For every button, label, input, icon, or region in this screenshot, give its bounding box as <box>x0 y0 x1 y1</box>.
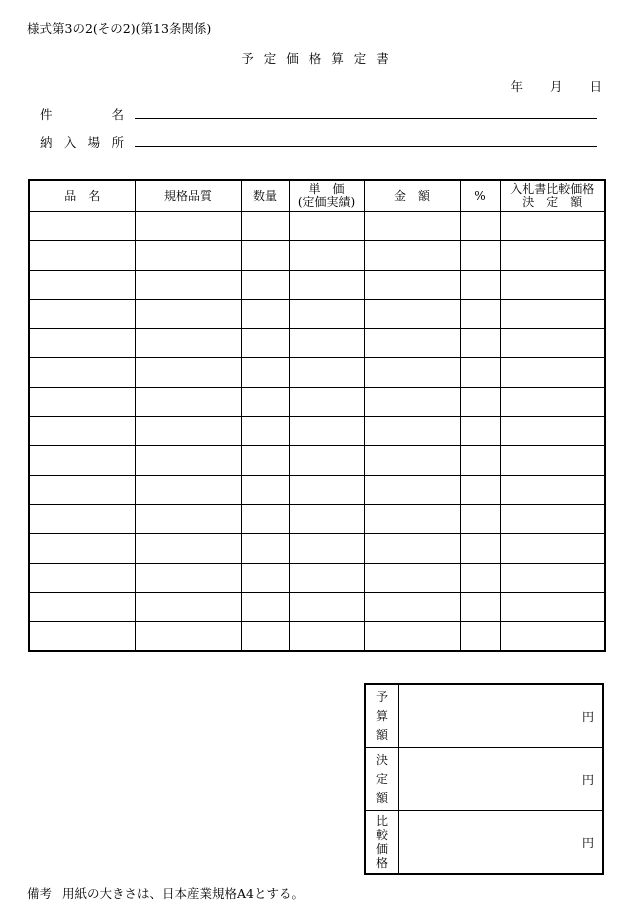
title-char: 格 <box>308 51 322 66</box>
cell-bid-compare[interactable] <box>500 534 605 563</box>
table-row <box>29 387 605 416</box>
cell-amount[interactable] <box>364 270 460 299</box>
decided-amount-label: 決 定 額 <box>522 195 583 209</box>
cell-qty[interactable] <box>241 329 289 358</box>
table-row <box>29 622 605 652</box>
label-char: 決 <box>375 752 388 767</box>
cell-amount[interactable] <box>364 446 460 475</box>
label-char: 額 <box>375 790 388 805</box>
label-char: 納 <box>40 135 53 150</box>
cell-spec[interactable] <box>135 417 241 446</box>
cell-percent[interactable] <box>460 534 500 563</box>
table-row <box>29 446 605 475</box>
cell-bid-compare[interactable] <box>500 446 605 475</box>
items-body <box>29 212 605 652</box>
table-row <box>29 534 605 563</box>
table-row <box>29 563 605 592</box>
title-char: 書 <box>376 51 389 66</box>
cell-qty[interactable] <box>241 241 289 270</box>
cell-name[interactable] <box>29 358 135 387</box>
date-line <box>510 77 602 95</box>
cell-bid-compare[interactable] <box>500 563 605 592</box>
cell-name[interactable] <box>29 299 135 328</box>
date-day-label: 日 <box>589 79 602 94</box>
cell-amount[interactable] <box>364 563 460 592</box>
compare-price-label <box>365 811 399 875</box>
cell-unit-price[interactable] <box>289 329 364 358</box>
cell-percent[interactable] <box>460 358 500 387</box>
col-header-qty: 数量 <box>241 180 289 212</box>
cell-spec[interactable] <box>135 329 241 358</box>
cell-unit-price[interactable] <box>289 241 364 270</box>
remarks <box>27 884 304 902</box>
cell-percent[interactable] <box>460 241 500 270</box>
col-header-bid-compare <box>500 180 605 212</box>
col-header-unit-price <box>289 180 364 212</box>
cell-name[interactable] <box>29 241 135 270</box>
cell-unit-price[interactable] <box>289 622 364 652</box>
cell-spec[interactable] <box>135 504 241 533</box>
label-char: 名 <box>111 107 124 122</box>
cell-spec[interactable] <box>135 212 241 241</box>
title-char: 予 <box>241 51 254 66</box>
item-name-label <box>40 105 124 123</box>
cell-name[interactable] <box>29 329 135 358</box>
decided-amount-cell[interactable] <box>399 748 604 811</box>
cell-unit-price[interactable] <box>289 504 364 533</box>
col-header-name: 品 名 <box>29 180 135 212</box>
label-char: 較 <box>375 828 388 842</box>
delivery-place-label <box>40 133 124 151</box>
cell-qty[interactable] <box>241 417 289 446</box>
cell-unit-price[interactable] <box>289 212 364 241</box>
label-char: 算 <box>375 708 388 723</box>
cell-percent[interactable] <box>460 417 500 446</box>
cell-unit-price[interactable] <box>289 534 364 563</box>
budget-amount-cell[interactable] <box>399 684 604 748</box>
cell-unit-price[interactable] <box>289 563 364 592</box>
label-char: 定 <box>375 771 388 786</box>
cell-amount[interactable] <box>364 534 460 563</box>
unit-price-label: 単 価 <box>308 182 345 196</box>
cell-qty[interactable] <box>241 446 289 475</box>
cell-bid-compare[interactable] <box>500 592 605 621</box>
table-row <box>29 299 605 328</box>
label-char: 所 <box>111 135 124 150</box>
cell-qty[interactable] <box>241 622 289 652</box>
cell-name[interactable] <box>29 417 135 446</box>
cell-qty[interactable] <box>241 475 289 504</box>
table-row <box>29 358 605 387</box>
title-char: 価 <box>286 51 299 66</box>
table-row <box>29 329 605 358</box>
yen-unit: 円 <box>581 772 594 787</box>
cell-percent[interactable] <box>460 270 500 299</box>
cell-unit-price[interactable] <box>289 387 364 416</box>
delivery-place-field[interactable] <box>135 146 597 147</box>
label-char: 格 <box>375 856 388 870</box>
cell-amount[interactable] <box>364 329 460 358</box>
budget-label <box>365 684 399 748</box>
cell-percent[interactable] <box>460 299 500 328</box>
cell-name[interactable] <box>29 504 135 533</box>
cell-percent[interactable] <box>460 475 500 504</box>
cell-amount[interactable] <box>364 475 460 504</box>
table-row <box>29 241 605 270</box>
cell-qty[interactable] <box>241 212 289 241</box>
table-row <box>29 592 605 621</box>
table-row <box>29 212 605 241</box>
label-char: 価 <box>375 842 388 856</box>
cell-qty[interactable] <box>241 504 289 533</box>
label-char: 額 <box>375 727 388 742</box>
cell-percent[interactable] <box>460 329 500 358</box>
cell-name[interactable] <box>29 534 135 563</box>
date-year-label: 年 <box>510 79 523 94</box>
cell-spec[interactable] <box>135 534 241 563</box>
label-char: 入 <box>63 135 77 150</box>
cell-spec[interactable] <box>135 270 241 299</box>
cell-bid-compare[interactable] <box>500 475 605 504</box>
cell-unit-price[interactable] <box>289 592 364 621</box>
cell-spec[interactable] <box>135 387 241 416</box>
cell-percent[interactable] <box>460 212 500 241</box>
cell-unit-price[interactable] <box>289 417 364 446</box>
items-table <box>28 179 606 652</box>
table-row <box>29 270 605 299</box>
label-char: 比 <box>375 814 388 828</box>
cell-unit-price[interactable] <box>289 475 364 504</box>
summary-row-budget <box>365 684 603 748</box>
cell-spec[interactable] <box>135 622 241 652</box>
table-header-row <box>29 180 605 212</box>
cell-bid-compare[interactable] <box>500 212 605 241</box>
cell-name[interactable] <box>29 475 135 504</box>
remarks-label: 備考 <box>27 886 53 901</box>
cell-amount[interactable] <box>364 592 460 621</box>
cell-qty[interactable] <box>241 534 289 563</box>
yen-unit: 円 <box>581 835 594 850</box>
cell-amount[interactable] <box>364 387 460 416</box>
cell-amount[interactable] <box>364 212 460 241</box>
cell-percent[interactable] <box>460 504 500 533</box>
date-month-label: 月 <box>549 79 563 94</box>
cell-name[interactable] <box>29 622 135 652</box>
table-row <box>29 504 605 533</box>
cell-bid-compare[interactable] <box>500 358 605 387</box>
document-title <box>0 49 630 67</box>
title-char: 定 <box>263 51 277 66</box>
cell-name[interactable] <box>29 592 135 621</box>
cell-amount[interactable] <box>364 504 460 533</box>
cell-spec[interactable] <box>135 299 241 328</box>
cell-spec[interactable] <box>135 592 241 621</box>
cell-bid-compare[interactable] <box>500 329 605 358</box>
yen-unit: 円 <box>581 709 594 724</box>
label-char: 予 <box>375 689 388 704</box>
cell-bid-compare[interactable] <box>500 387 605 416</box>
cell-amount[interactable] <box>364 241 460 270</box>
cell-bid-compare[interactable] <box>500 622 605 652</box>
cell-amount[interactable] <box>364 358 460 387</box>
cell-qty[interactable] <box>241 387 289 416</box>
cell-percent[interactable] <box>460 592 500 621</box>
cell-name[interactable] <box>29 212 135 241</box>
bid-compare-label: 入札書比較価格 <box>510 182 595 196</box>
form-number: 様式第3の2(その2)(第13条関係) <box>27 21 212 36</box>
cell-percent[interactable] <box>460 387 500 416</box>
cell-bid-compare[interactable] <box>500 417 605 446</box>
cell-qty[interactable] <box>241 270 289 299</box>
cell-unit-price[interactable] <box>289 358 364 387</box>
cell-bid-compare[interactable] <box>500 504 605 533</box>
cell-amount[interactable] <box>364 417 460 446</box>
cell-spec[interactable] <box>135 358 241 387</box>
cell-unit-price[interactable] <box>289 299 364 328</box>
cell-qty[interactable] <box>241 592 289 621</box>
cell-qty[interactable] <box>241 299 289 328</box>
summary-row-decided <box>365 748 603 811</box>
title-char: 定 <box>353 51 367 66</box>
cell-name[interactable] <box>29 387 135 416</box>
cell-name[interactable] <box>29 446 135 475</box>
col-header-amount: 金 額 <box>364 180 460 212</box>
summary-row-compare <box>365 811 603 875</box>
cell-percent[interactable] <box>460 622 500 652</box>
cell-qty[interactable] <box>241 563 289 592</box>
label-char: 件 <box>40 107 53 122</box>
cell-bid-compare[interactable] <box>500 241 605 270</box>
cell-name[interactable] <box>29 270 135 299</box>
cell-percent[interactable] <box>460 446 500 475</box>
cell-spec[interactable] <box>135 241 241 270</box>
table-row <box>29 417 605 446</box>
compare-price-cell[interactable] <box>399 811 604 875</box>
cell-unit-price[interactable] <box>289 446 364 475</box>
cell-bid-compare[interactable] <box>500 299 605 328</box>
cell-spec[interactable] <box>135 563 241 592</box>
cell-amount[interactable] <box>364 622 460 652</box>
title-char: 算 <box>331 51 344 66</box>
cell-qty[interactable] <box>241 358 289 387</box>
cell-bid-compare[interactable] <box>500 270 605 299</box>
table-row <box>29 475 605 504</box>
col-header-spec: 規格品質 <box>135 180 241 212</box>
col-header-percent: % <box>460 180 500 212</box>
cell-percent[interactable] <box>460 563 500 592</box>
cell-amount[interactable] <box>364 299 460 328</box>
summary-table <box>364 683 604 875</box>
item-name-field[interactable] <box>135 118 597 119</box>
cell-unit-price[interactable] <box>289 270 364 299</box>
cell-spec[interactable] <box>135 475 241 504</box>
remarks-text: 用紙の大きさは、日本産業規格A4とする。 <box>62 886 304 901</box>
cell-spec[interactable] <box>135 446 241 475</box>
decided-label <box>365 748 399 811</box>
label-char: 場 <box>87 135 101 150</box>
unit-price-sublabel: (定価実績) <box>297 195 356 209</box>
cell-name[interactable] <box>29 563 135 592</box>
